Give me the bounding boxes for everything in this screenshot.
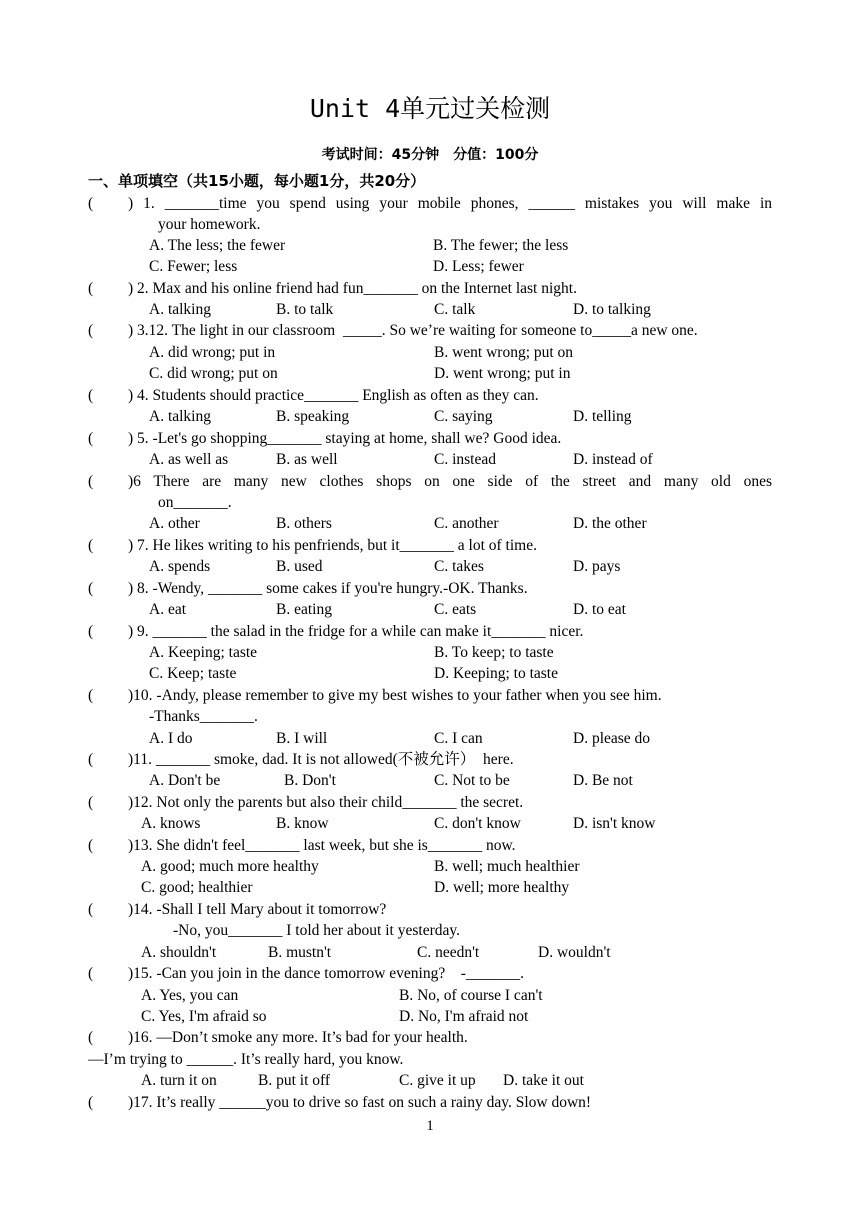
option-b[interactable]: B. went wrong; put on [434,344,574,361]
exam-meta: 考试时间：45分钟 分值：100分 [321,147,539,163]
question-stem: )13. She didn't feel_______ last week, but she is_______ now. [128,837,516,854]
answer-bracket[interactable]: ( [88,623,94,640]
option-d[interactable]: D. wouldn't [538,944,611,961]
option-c[interactable]: C. saying [434,408,493,425]
option-d[interactable]: D. went wrong; put in [434,365,571,382]
option-d[interactable]: D. to eat [573,601,626,618]
answer-bracket[interactable]: ( [88,580,94,597]
option-b[interactable]: B. used [276,558,323,575]
answer-bracket[interactable]: ( [88,537,94,554]
option-d[interactable]: D. Be not [573,772,633,789]
answer-bracket[interactable]: ( [88,280,94,297]
answer-bracket[interactable]: ( [88,687,94,704]
option-b[interactable]: B. Don't [284,772,336,789]
option-b[interactable]: B. to talk [276,301,334,318]
option-c[interactable]: C. Fewer; less [149,258,238,275]
question-stem-continued: -Thanks_______. [149,708,258,725]
page-title: Unit 4单元过关检测 [309,94,551,123]
option-b[interactable]: B. No, of course I can't [399,987,543,1004]
option-c[interactable]: C. Keep; taste [149,665,237,682]
question-stem: ) 2. Max and his online friend had fun_______ on the Internet last night. [128,280,577,297]
option-d[interactable]: D. well; more healthy [434,879,570,896]
option-c[interactable]: C. Not to be [434,772,510,789]
option-a[interactable]: A. Don't be [149,772,221,789]
option-a[interactable]: A. spends [149,558,211,575]
answer-bracket[interactable]: ( [88,1094,94,1111]
answer-bracket[interactable]: ( [88,837,94,854]
option-a[interactable]: A. turn it on [141,1072,217,1089]
option-c[interactable]: C. did wrong; put on [149,365,278,382]
question-stem: ) 1. _______time you spend using your mobile phones, ______ mistakes you will make in [128,195,772,212]
question-stem: ) 4. Students should practice_______ English as often as they can. [128,387,539,404]
option-b[interactable]: B. The fewer; the less [433,237,569,254]
option-a[interactable]: A. talking [149,408,211,425]
question-stem: )15. -Can you join in the dance tomorrow evening? -_______. [128,965,525,982]
option-d[interactable]: D. to talking [573,301,651,318]
answer-bracket[interactable]: ( [88,430,94,447]
option-d[interactable]: D. telling [573,408,632,425]
option-d[interactable]: D. take it out [503,1072,584,1089]
option-b[interactable]: B. others [276,515,332,532]
option-c[interactable]: C. talk [434,301,476,318]
option-b[interactable]: B. know [276,815,329,832]
option-b[interactable]: B. well; much healthier [434,858,580,875]
option-a[interactable]: A. Keeping; taste [149,644,258,661]
option-c[interactable]: C. instead [434,451,496,468]
option-d[interactable]: D. No, I'm afraid not [399,1008,529,1025]
question-stem: ) 8. -Wendy, _______ some cakes if you're hungry.-OK. Thanks. [128,580,528,597]
question-stem: )16. —Don’t smoke any more. It’s bad for your health. [128,1029,468,1046]
option-c[interactable]: C. Yes, I'm afraid so [141,1008,267,1025]
option-b[interactable]: B. put it off [258,1072,331,1089]
question-stem: ) 7. He likes writing to his penfriends, but it_______ a lot of time. [128,537,537,554]
option-c[interactable]: C. I can [434,730,483,747]
option-a[interactable]: A. talking [149,301,211,318]
question-stem: )11. _______ smoke, dad. It is not allowed(不被允许） here. [128,751,514,768]
question-stem-continued: -No, you_______ I told her about it yesterday. [173,922,460,939]
question-stem: )14. -Shall I tell Mary about it tomorrow? [128,901,387,918]
option-d[interactable]: D. please do [573,730,651,747]
question-stem: ) 3.12. The light in our classroom _____. So we’re waiting for someone to_____a new one. [128,322,698,339]
question-stem-continued: on_______. [158,494,232,511]
page-number: 1 [426,1118,434,1134]
answer-bracket[interactable]: ( [88,473,94,490]
option-c[interactable]: C. good; healthier [141,879,253,896]
answer-bracket[interactable]: ( [88,965,94,982]
question-stem: )6 There are many new clothes shops on one side of the street and many old ones [128,473,772,490]
option-c[interactable]: C. another [434,515,499,532]
answer-bracket[interactable]: ( [88,1029,94,1046]
answer-bracket[interactable]: ( [88,751,94,768]
question-stem: ) 5. -Let's go shopping_______ staying at home, shall we? Good idea. [128,430,562,447]
option-d[interactable]: D. isn't know [573,815,656,832]
option-b[interactable]: B. eating [276,601,332,618]
option-a[interactable]: A. I do [149,730,193,747]
question-stem-continued: your homework. [158,216,261,233]
option-a[interactable]: A. shouldn't [141,944,217,961]
answer-bracket[interactable]: ( [88,195,94,212]
answer-bracket[interactable]: ( [88,794,94,811]
option-d[interactable]: D. Less; fewer [433,258,524,275]
option-c[interactable]: C. don't know [434,815,521,832]
question-stem: )12. Not only the parents but also their child_______ the secret. [128,794,524,811]
answer-bracket[interactable]: ( [88,322,94,339]
option-a[interactable]: A. good; much more healthy [141,858,319,875]
option-b[interactable]: B. To keep; to taste [434,644,554,661]
option-c[interactable]: C. takes [434,558,484,575]
option-b[interactable]: B. as well [276,451,338,468]
answer-bracket[interactable]: ( [88,901,94,918]
option-d[interactable]: D. instead of [573,451,653,468]
option-c[interactable]: C. needn't [417,944,480,961]
option-a[interactable]: A. Yes, you can [141,987,239,1004]
option-d[interactable]: D. the other [573,515,647,532]
question-stem: ) 9. _______ the salad in the fridge for a while can make it_______ nicer. [128,623,584,640]
answer-bracket[interactable]: ( [88,387,94,404]
option-a[interactable]: A. eat [149,601,187,618]
option-c[interactable]: C. eats [434,601,477,618]
section-heading: 一、单项填空（共15小题，每小题1分，共20分） [88,172,426,190]
option-a[interactable]: A. knows [141,815,201,832]
option-a[interactable]: A. other [149,515,200,532]
option-c[interactable]: C. give it up [399,1072,476,1089]
option-a[interactable]: A. as well as [149,451,229,468]
question-stem: )10. -Andy, please remember to give my best wishes to your father when you see him. [128,687,662,704]
option-a[interactable]: A. The less; the fewer [149,237,286,254]
question-stem-continued: —I’m trying to ______. It’s really hard, you know. [88,1051,404,1068]
option-a[interactable]: A. did wrong; put in [149,344,276,361]
option-b[interactable]: B. speaking [276,408,350,425]
option-d[interactable]: D. pays [573,558,621,575]
option-b[interactable]: B. I will [276,730,328,747]
question-stem: )17. It’s really ______you to drive so fast on such a rainy day. Slow down! [128,1094,592,1111]
option-b[interactable]: B. mustn't [268,944,332,961]
option-d[interactable]: D. Keeping; to taste [434,665,558,682]
